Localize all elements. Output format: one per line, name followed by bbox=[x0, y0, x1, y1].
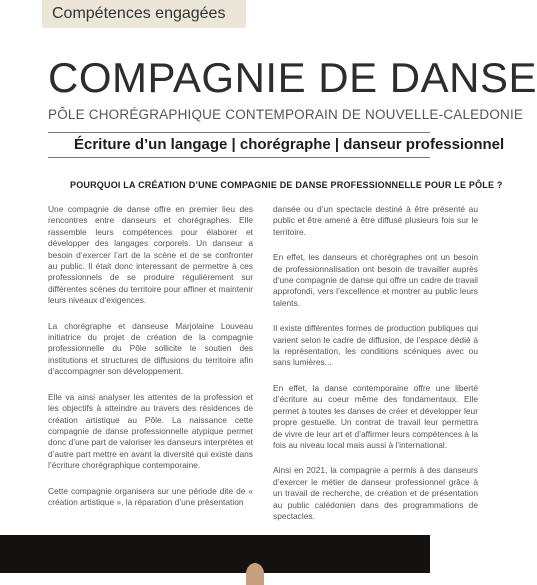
paragraph: Une compagnie de danse offre en premier lieu des rencontres entre danseurs et chorégraphes. Elle rassemble leurs compétences pour élaborer et développer des langages corporels. Un danseur a besoin d’exercer l’art de la scène et de se confronter au public. Il était donc interessant de permettre à ces professionnels de se produire régulièrement sur différentes scènes du territoire pour affiner et maintenir leurs niveaux d’exigences. bbox=[48, 204, 253, 306]
paragraph: En effet, les danseurs et chorégraphes ont un besoin de professionnalisation ont besoin de travailler auprès d’une compagnie de danse qui offre un cadre de travail approfondi, vers l’excellence et montrer au public leurs talents. bbox=[273, 252, 478, 308]
footer-photo-strip bbox=[0, 535, 430, 573]
paragraph: Ainsi en 2021, la compagnie a permis à des danseurs d’exercer le métier de danseur professionnel grâce à un travail de recherche, de création et de présentation au public calédonien dans des programmations de spectacles. bbox=[273, 465, 478, 521]
text-column-right bbox=[273, 204, 478, 524]
paragraph: Il existe différentes formes de production publiques qui varient selon le cadre de diffusion, de l’espace dédié à la représentation, les conditions scéniques avec ou sans lumières... bbox=[273, 323, 478, 368]
section-heading: POURQUOI LA CRÉATION D’UNE COMPAGNIE DE DANSE PROFESSIONNELLE POUR LE PÔLE ? bbox=[70, 180, 503, 190]
paragraph: dansée ou d’un spectacle destiné à être présenté au public et être amené à être diffusé plusieurs fois sur le territoire. bbox=[273, 204, 478, 237]
text-column-left bbox=[48, 204, 253, 524]
keyword-banner-text: Écriture d’un langage | chorégraphe | danseur professionnel bbox=[74, 136, 505, 153]
paragraph: Elle va ainsi analyser les attentes de la profession et les objectifs à atteindre au travers des résidences de création artistique au Pôle. La naissance cette compagnie de danse professionnelle atypique permet donc d’une part de valoriser les danseurs interprètes et d’autre part mettre en avant la diversité qui existe dans l’écriture chorégraphique contemporaine. bbox=[48, 391, 253, 471]
keyword-banner bbox=[48, 132, 505, 158]
dancer-photo bbox=[246, 563, 264, 585]
paragraph: La chorégraphe et danseuse Marjolaine Louveau initiatrice du projet de création de la compagnie professionnelle du Pôle sollicite le soutien des institutions et structures de diffusions du territoire afin d’accompagner son développement. bbox=[48, 320, 253, 377]
section-tag: Compétences engagées bbox=[42, 0, 246, 28]
paragraph: En effet, la danse contemporaine offre une liberté d’écriture au coeur même des fondamentaux. Elle permet à toutes les danses de créer et développer leur propre gestuelle. Un contrat de travail leur permettra de vivre de leur art et d’affirmer leurs compétences à la fois au niveau local mais aussi à l’international. bbox=[273, 382, 478, 450]
paragraph: Cette compagnie organisera sur une période dite de « création artistique », la réparation d’une présentation bbox=[48, 485, 253, 507]
page-title: COMPAGNIE DE DANSE bbox=[48, 54, 537, 101]
page-subtitle: PÔLE CHORÉGRAPHIQUE CONTEMPORAIN DE NOUVELLE-CALEDONIE bbox=[48, 107, 524, 122]
